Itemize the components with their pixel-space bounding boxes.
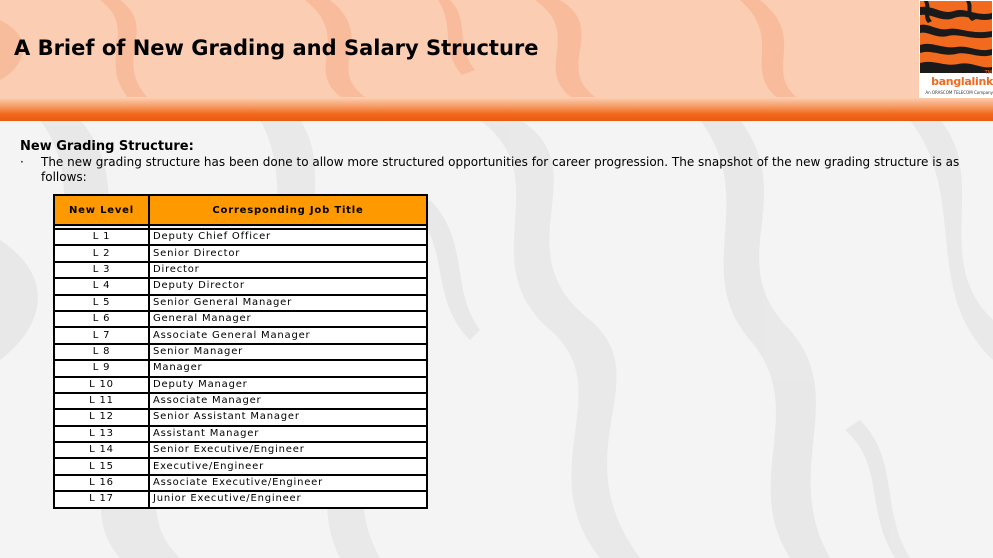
- job-title-cell: Associate Executive/Engineer: [149, 475, 427, 491]
- job-title-cell: Deputy Manager: [149, 377, 427, 393]
- level-cell: L 13: [54, 426, 149, 442]
- job-title-cell: Senior Executive/Engineer: [149, 442, 427, 458]
- table-row: [54, 442, 427, 458]
- level-cell: L 16: [54, 475, 149, 491]
- table-row: [54, 327, 427, 343]
- level-cell: L 9: [54, 360, 149, 376]
- table-row: [54, 475, 427, 491]
- level-cell: L 6: [54, 311, 149, 327]
- job-title-cell: Senior Manager: [149, 344, 427, 360]
- job-title-cell: General Manager: [149, 311, 427, 327]
- bullet-paragraph: The new grading structure has been done to allow more structured opportunities for career progression. The snapshot of the new grading structure is as follows:: [41, 155, 960, 184]
- level-cell: L 11: [54, 393, 149, 409]
- logo-trademark: TM: [984, 70, 992, 76]
- level-cell: L 7: [54, 327, 149, 343]
- banglalink-logo: [919, 0, 993, 98]
- job-title-cell: Senior General Manager: [149, 295, 427, 311]
- level-cell: L 10: [54, 377, 149, 393]
- table-row: [54, 393, 427, 409]
- table-row: [54, 409, 427, 425]
- level-cell: L 5: [54, 295, 149, 311]
- level-cell: L 1: [54, 229, 149, 245]
- table-row: [54, 344, 427, 360]
- level-cell: L 17: [54, 491, 149, 507]
- slide-header: [0, 0, 993, 100]
- table-header-row: [54, 195, 427, 225]
- level-cell: L 8: [54, 344, 149, 360]
- table-row: [54, 229, 427, 245]
- job-title-cell: Associate General Manager: [149, 327, 427, 343]
- table-row: [54, 491, 427, 507]
- job-title-cell: Assistant Manager: [149, 426, 427, 442]
- job-title-cell: Deputy Director: [149, 278, 427, 294]
- column-header-title: Corresponding Job Title: [149, 195, 427, 225]
- header-orange-bar: [0, 97, 993, 121]
- table-row: [54, 458, 427, 474]
- level-cell: L 2: [54, 245, 149, 261]
- grading-table: [53, 194, 428, 509]
- table-row: [54, 262, 427, 278]
- table-row: [54, 377, 427, 393]
- table-row: [54, 278, 427, 294]
- table-row: [54, 311, 427, 327]
- job-title-cell: Associate Manager: [149, 393, 427, 409]
- bullet-marker: ·: [20, 155, 24, 169]
- table-row: [54, 295, 427, 311]
- logo-wordmark: banglalink: [931, 75, 993, 88]
- level-cell: L 3: [54, 262, 149, 278]
- logo-tagline: An ORASCOM TELECOM Company: [925, 90, 993, 95]
- job-title-cell: Junior Executive/Engineer: [149, 491, 427, 507]
- section-heading: New Grading Structure:: [20, 139, 194, 154]
- job-title-cell: Executive/Engineer: [149, 458, 427, 474]
- tiger-stripe-icon: [920, 1, 992, 73]
- level-cell: L 12: [54, 409, 149, 425]
- job-title-cell: Senior Director: [149, 245, 427, 261]
- level-cell: L 4: [54, 278, 149, 294]
- column-header-level: New Level: [54, 195, 149, 225]
- level-cell: L 14: [54, 442, 149, 458]
- table-row: [54, 426, 427, 442]
- job-title-cell: Manager: [149, 360, 427, 376]
- table-row: [54, 245, 427, 261]
- job-title-cell: Deputy Chief Officer: [149, 229, 427, 245]
- table-row: [54, 360, 427, 376]
- job-title-cell: Senior Assistant Manager: [149, 409, 427, 425]
- job-title-cell: Director: [149, 262, 427, 278]
- slide-title: A Brief of New Grading and Salary Structure: [14, 36, 539, 60]
- level-cell: L 15: [54, 458, 149, 474]
